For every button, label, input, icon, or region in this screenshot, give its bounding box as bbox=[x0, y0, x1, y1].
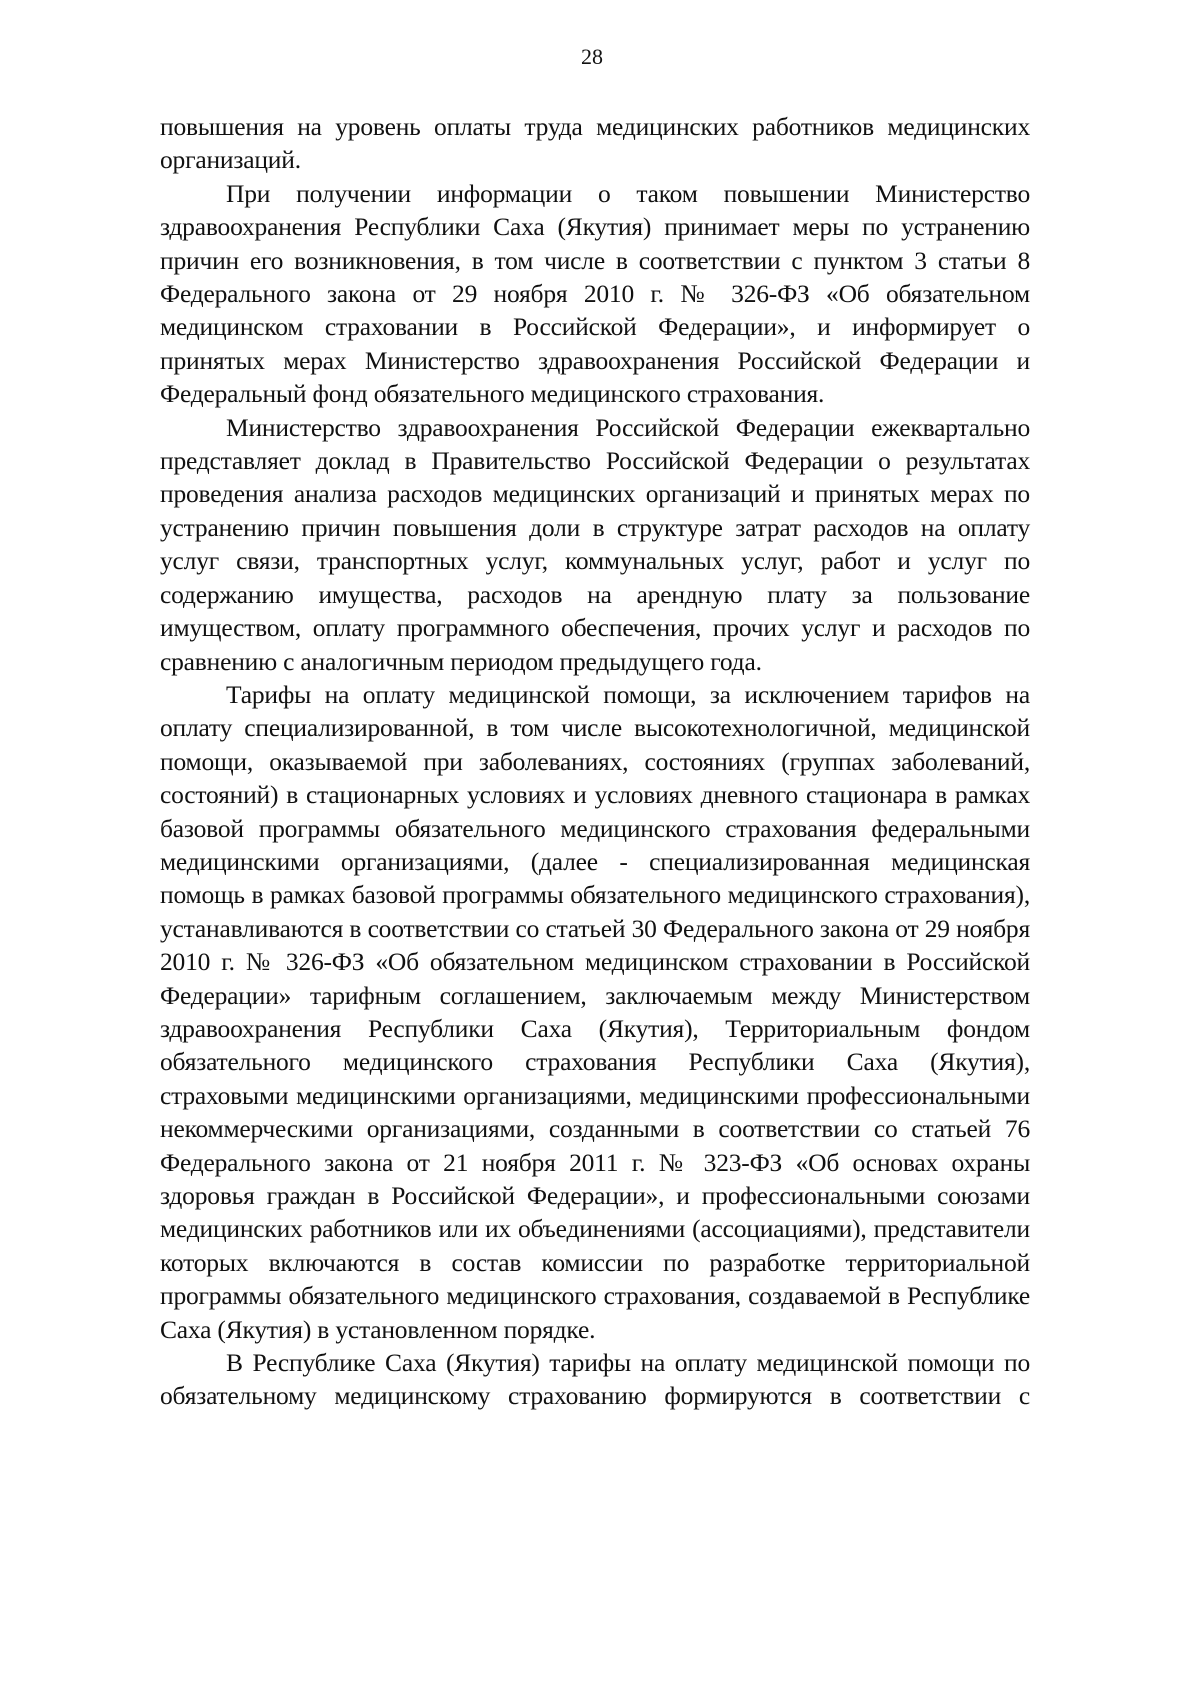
paragraph-tariff-formation: В Республике Саха (Якутия) тарифы на оплату медицинской помощи по обязательному медицинскому страхованию формируются в соответствии с bbox=[160, 1348, 1030, 1411]
document-body bbox=[160, 110, 1030, 1413]
paragraph-tariffs: Тарифы на оплату медицинской помощи, за исключением тарифов на оплату специализированной, в том числе высокотехнологичной, медицинской помощи, оказываемой при заболеваниях, состояниях (группах заболеваний, состояний) в стационарных условиях и условиях дневного стационара в рамках базовой программы обязательного медицинского страхования федеральными медицинскими организациями, (далее - специализированная медицинская помощь в рамках базовой программы обязательного медицинского страхования), устанавливаются в соответствии со статьей 30 Федерального закона от 29 ноября 2010 г. № 326-ФЗ «Об обязательном медицинском страховании в Российской Федерации» тарифным соглашением, заключаемым между Министерством здравоохранения Республики Саха (Якутия), Территориальным фондом обязательного медицинского страхования Республики Саха (Якутия), страховыми медицинскими организациями, медицинскими профессиональными некоммерческими организациями, созданными в соответствии со статьей 76 Федерального закона от 21 ноября 2011 г. № 323-ФЗ «Об основах охраны здоровья граждан в Российской Федерации», и профессиональными союзами медицинских работников или их объединениями (ассоциациями), представители которых включаются в состав комиссии по разработке территориальной программы обязательного медицинского страхования, создаваемой в Республике Саха (Якутия) в установленном порядке. bbox=[160, 679, 1030, 1344]
paragraph-quarterly-report: Министерство здравоохранения Российской Федерации ежеквартально представляет доклад в Правительство Российской Федерации о результатах проведения анализа расходов медицинских организаций и принятых мерах по устранению причин повышения доли в структуре затрат расходов на оплату услуг связи, транспортных услуг, коммунальных услуг, работ и услуг по содержанию имущества, расходов на арендную плату за пользование имуществом, оплату программного обеспечения, прочих услуг и расходов по сравнению с аналогичным периодом предыдущего года. bbox=[160, 412, 1030, 676]
page-number: 28 bbox=[581, 44, 603, 69]
paragraph-continuation: повышения на уровень оплаты труда медицинских работников медицинских организаций. bbox=[160, 112, 1030, 175]
paragraph-ministry-measures: При получении информации о таком повышении Министерство здравоохранения Республики Саха (Якутия) принимает меры по устранению причин его возникновения, в том числе в соответствии с пунктом 3 статьи 8 Федерального закона от 29 ноября 2010 г. № 326-ФЗ «Об обязательном медицинском страховании в Российской Федерации», и информирует о принятых мерах Министерство здравоохранения Российской Федерации и Федеральный фонд обязательного медицинского страхования. bbox=[160, 178, 1030, 409]
